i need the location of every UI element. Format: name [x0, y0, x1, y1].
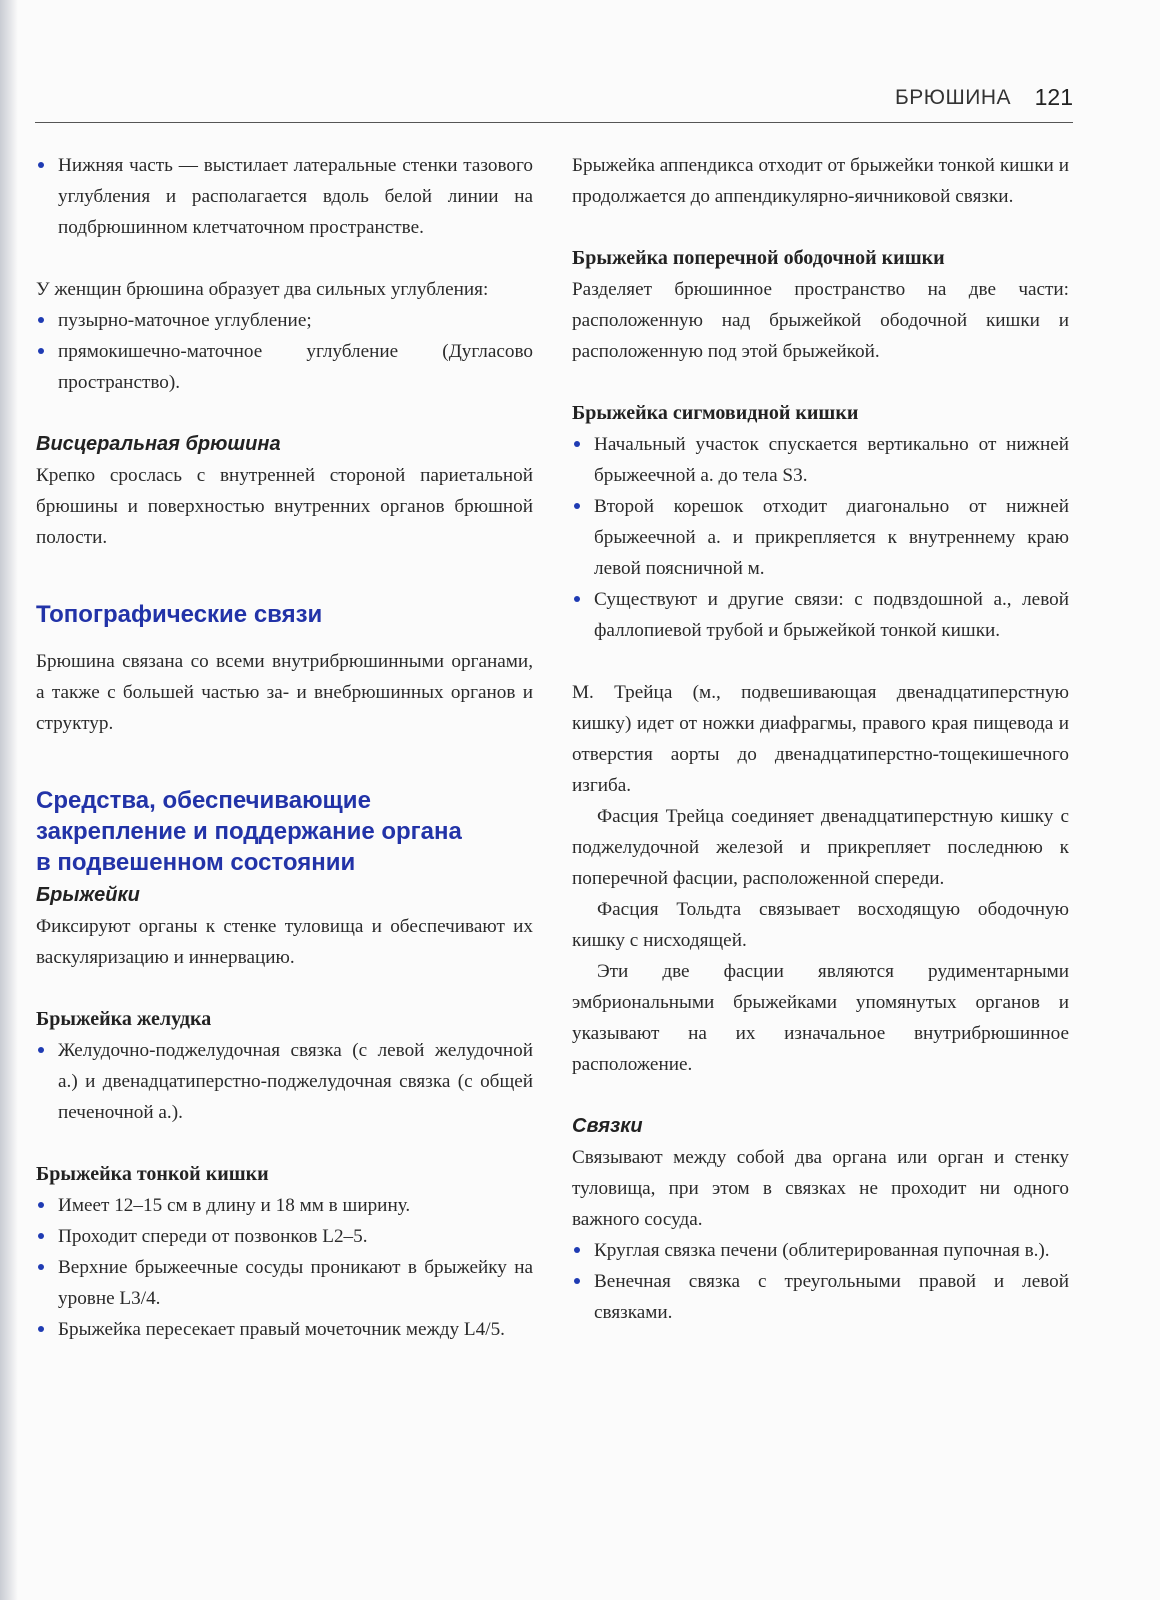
- list-item: пузырно-маточное углубление;: [36, 305, 533, 336]
- paragraph: Фиксируют органы к стенке туловища и обеспечивают их васкуляризацию и иннервацию.: [36, 916, 533, 968]
- running-head: БРЮШИНА: [894, 86, 1011, 109]
- sigmoid-list: [572, 429, 1069, 646]
- list-item: Венечная связка с треугольными правой и левой связками.: [572, 1266, 1069, 1328]
- left-column: [36, 150, 533, 1345]
- stomach-list: [36, 1035, 533, 1128]
- section-heading-topography: Топографические связи: [36, 601, 323, 628]
- list-item: Круглая связка печени (облитерированная пупочная в.).: [572, 1235, 1069, 1266]
- small-intestine-list: [36, 1190, 533, 1345]
- list-item: Брыжейка пересекает правый мочеточник между L4/5.: [36, 1314, 533, 1345]
- book-spine-shadow: [0, 0, 18, 1600]
- subheading-transverse: Брыжейка поперечной ободочной кишки: [572, 247, 945, 269]
- list-item: Желудочно-поджелудочная связка (с левой желудочной а.) и двенадцатиперстно-поджелудочная связка (с общей печеночной а.).: [36, 1035, 533, 1128]
- paragraph: Крепко срослась с внутренней стороной париетальной брюшины и поверхностью внутренних органов брюшной полости.: [36, 465, 533, 548]
- paragraph: Разделяет брюшинное пространство на две части: расположенную над брыжейкой ободочной кишки и расположенную под этой брыжейкой.: [572, 279, 1069, 362]
- list-item: Начальный участок спускается вертикально от нижней брыжеечной а. до тела S3.: [572, 429, 1069, 491]
- page-number: 121: [1034, 84, 1073, 110]
- subheading-mesentery: Брыжейки: [36, 884, 140, 906]
- list-item: Имеет 12–15 см в длину и 18 мм в ширину.: [36, 1190, 533, 1221]
- list-item: Нижняя часть — выстилает латеральные стенки тазового углубления и располагается вдоль белой линии на подбрюшинном клетчаточном пространстве.: [36, 150, 533, 243]
- women-list: [36, 305, 533, 398]
- subheading-small-intestine: Брыжейка тонкой кишки: [36, 1163, 269, 1185]
- paragraph: Эти две фасции являются рудиментарными эмбриональными брыжейками упомянутых органов и указывают на их изначальное внутрибрюшинное расположение.: [572, 961, 1069, 1075]
- subheading-stomach: Брыжейка желудка: [36, 1008, 212, 1030]
- paragraph: Брюшина связана со всеми внутрибрюшинными органами, а также с большей частью за- и внебрюшинных органов и структур.: [36, 651, 533, 734]
- list-item: прямокишечно-маточное углубление (Дугласово пространство).: [36, 336, 533, 398]
- paragraph: М. Трейца (м., подвешивающая двенадцатиперстную кишку) идет от ножки диафрагмы, правого края пищевода и отверстия аорты до двенадцатиперстно-тощекишечного изгиба.: [572, 682, 1069, 796]
- ligaments-list: [572, 1235, 1069, 1328]
- heading-line: Средства, обеспечивающие: [36, 787, 371, 814]
- paragraph: Брыжейка аппендикса отходит от брыжейки тонкой кишки и продолжается до аппендикулярно-яичниковой связки.: [572, 155, 1069, 207]
- list-item: Существуют и другие связи: с подвздошной а., левой фаллопиевой трубой и брыжейкой тонкой кишки.: [572, 584, 1069, 646]
- list-item: Проходит спереди от позвонков L2–5.: [36, 1221, 533, 1252]
- heading-line: в подвешенном состоянии: [36, 849, 356, 876]
- list-item: Второй корешок отходит диагонально от нижней брыжеечной а. и прикрепляется к внутреннему краю левой поясничной м.: [572, 491, 1069, 584]
- heading-line: закрепление и поддержание органа: [36, 818, 462, 845]
- subheading-visceral: Висцеральная брюшина: [36, 433, 281, 455]
- list-item: Верхние брыжеечные сосуды проникают в брыжейку на уровне L3/4.: [36, 1252, 533, 1314]
- paragraph: Связывают между собой два органа или орган и стенку туловища, при этом в связках не проходит ни одного важного сосуда.: [572, 1147, 1069, 1230]
- subheading-ligaments: Связки: [572, 1115, 643, 1137]
- subheading-sigmoid: Брыжейка сигмовидной кишки: [572, 402, 859, 424]
- paragraph: У женщин брюшина образует два сильных углубления:: [36, 279, 489, 300]
- section-heading-means: [36, 785, 533, 878]
- right-column: [572, 150, 1069, 1328]
- paragraph: Фасция Тольдта связывает восходящую ободочную кишку с нисходящей.: [572, 899, 1069, 951]
- page-header: [35, 80, 1073, 123]
- lower-part-list: [36, 150, 533, 243]
- paragraph: Фасция Трейца соединяет двенадцатиперстную кишку с поджелудочной железой и прикрепляет последнюю к поперечной фасции, расположенной спереди.: [572, 806, 1069, 889]
